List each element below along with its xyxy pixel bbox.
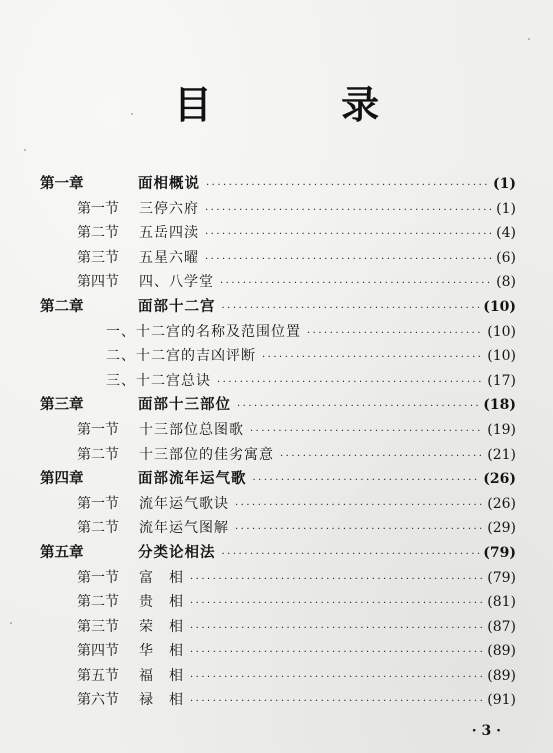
paper-speck	[24, 149, 26, 151]
entry-number: 第一节	[77, 200, 119, 217]
dot-leader	[250, 420, 483, 445]
entry-title: 禄 相	[139, 692, 184, 709]
entry-number: 第二节	[77, 225, 119, 242]
entry-page: (19)	[487, 421, 516, 438]
entry-title: 富 相	[139, 569, 184, 586]
toc-entry	[40, 639, 516, 664]
entry-number: 第四节	[77, 274, 119, 291]
dot-leader	[217, 371, 483, 396]
entry-page: (1)	[496, 200, 516, 217]
entry-number: 第五节	[77, 667, 119, 684]
entry-page: (79)	[483, 544, 516, 561]
dot-leader	[190, 666, 483, 691]
entry-title: 分类论相法	[138, 544, 216, 561]
toc-entry	[40, 221, 516, 246]
entry-title: 五岳四渎	[139, 225, 199, 242]
toc-entry	[40, 664, 516, 689]
dot-leader	[222, 543, 480, 568]
dot-leader	[190, 690, 483, 715]
entry-title: 荣 相	[139, 618, 184, 635]
entry-page: (8)	[496, 274, 516, 291]
entry-page: (81)	[487, 594, 516, 611]
toc-entry	[40, 320, 516, 345]
entry-number: 第三节	[77, 249, 119, 266]
toc-entry	[40, 270, 516, 295]
entry-page: (18)	[483, 397, 516, 414]
entry-page: (1)	[493, 176, 516, 192]
dot-leader	[206, 174, 489, 199]
table-of-contents	[40, 172, 516, 713]
entry-page: (17)	[487, 372, 516, 389]
entry-title: 流年运气图解	[139, 520, 229, 537]
entry-number: 第四章	[40, 471, 84, 488]
entry-page: (4)	[496, 225, 516, 242]
entry-number: 第三章	[40, 397, 84, 414]
dot-leader	[205, 199, 492, 224]
toc-entry	[40, 541, 516, 566]
entry-number: 第四节	[77, 643, 119, 660]
entry-number: 第二节	[77, 446, 119, 463]
dot-leader	[205, 248, 492, 273]
entry-number: 第一节	[77, 495, 119, 512]
entry-title: 华 相	[139, 643, 184, 660]
entry-number: 第三节	[77, 618, 119, 635]
entry-page: (79)	[487, 569, 516, 586]
page-title: 目 录	[173, 83, 438, 127]
entry-number: 第一节	[77, 421, 119, 438]
dot-leader	[190, 617, 483, 642]
entry-title: 一、十二宫的名称及范围位置	[106, 323, 301, 340]
toc-entry	[40, 688, 516, 713]
entry-page: (26)	[483, 471, 516, 488]
entry-number: 第二节	[77, 594, 119, 611]
entry-title: 面部十二宫	[138, 298, 216, 315]
toc-entry	[40, 443, 516, 468]
toc-entry	[40, 467, 516, 492]
toc-entry	[40, 344, 516, 369]
dot-leader	[190, 592, 483, 617]
dot-leader	[262, 346, 483, 371]
toc-entry	[40, 516, 516, 541]
entry-number: 第一章	[40, 176, 84, 192]
toc-entry	[40, 172, 516, 197]
paper-speck	[10, 622, 12, 624]
entry-title: 十三部位总图歌	[139, 421, 244, 438]
entry-title: 四、八学堂	[139, 274, 214, 291]
entry-title: 二、十二宫的吉凶评断	[106, 348, 256, 365]
paper-speck	[528, 38, 530, 40]
entry-page: (89)	[487, 667, 516, 684]
entry-title: 三停六府	[139, 200, 199, 217]
entry-page: (29)	[487, 520, 516, 537]
entry-title: 贵 相	[139, 594, 184, 611]
entry-title: 流年运气歌诀	[139, 495, 229, 512]
entry-page: (91)	[487, 692, 516, 709]
entry-page: (10)	[487, 323, 516, 340]
paper-speck	[131, 113, 133, 115]
dot-leader	[280, 445, 483, 470]
entry-title: 三、十二宫总诀	[106, 372, 211, 389]
toc-entry	[40, 566, 516, 591]
dot-leader	[190, 568, 483, 593]
entry-page: (26)	[487, 495, 516, 512]
dot-leader	[220, 272, 492, 297]
entry-title: 面部流年运气歌	[138, 471, 247, 488]
entry-number: 第五章	[40, 544, 84, 561]
page-number: · 3 ·	[471, 723, 501, 739]
entry-number: 第一节	[77, 569, 119, 586]
toc-entry	[40, 197, 516, 222]
dot-leader	[307, 322, 483, 347]
dot-leader	[237, 395, 479, 420]
entry-page: (89)	[487, 643, 516, 660]
dot-leader	[222, 297, 480, 322]
toc-entry	[40, 492, 516, 517]
entry-title: 面部十三部位	[138, 397, 231, 414]
entry-page: (21)	[487, 446, 516, 463]
entry-number: 第二章	[40, 298, 84, 315]
entry-title: 福 相	[139, 667, 184, 684]
toc-entry	[40, 295, 516, 320]
dot-leader	[253, 469, 480, 494]
toc-entry	[40, 418, 516, 443]
entry-page: (10)	[483, 298, 516, 315]
entry-number: 第六节	[77, 692, 119, 709]
entry-title: 十三部位的佳劣寓意	[139, 446, 274, 463]
entry-page: (10)	[487, 348, 516, 365]
dot-leader	[190, 641, 483, 666]
dot-leader	[235, 518, 483, 543]
toc-entry	[40, 369, 516, 394]
dot-leader	[235, 494, 483, 519]
toc-entry	[40, 393, 516, 418]
entry-title: 面相概说	[138, 176, 200, 192]
toc-entry	[40, 246, 516, 271]
toc-entry	[40, 615, 516, 640]
toc-entry	[40, 590, 516, 615]
entry-page: (6)	[496, 249, 516, 266]
entry-page: (87)	[487, 618, 516, 635]
dot-leader	[205, 223, 492, 248]
entry-number: 第二节	[77, 520, 119, 537]
entry-title: 五星六曜	[139, 249, 199, 266]
